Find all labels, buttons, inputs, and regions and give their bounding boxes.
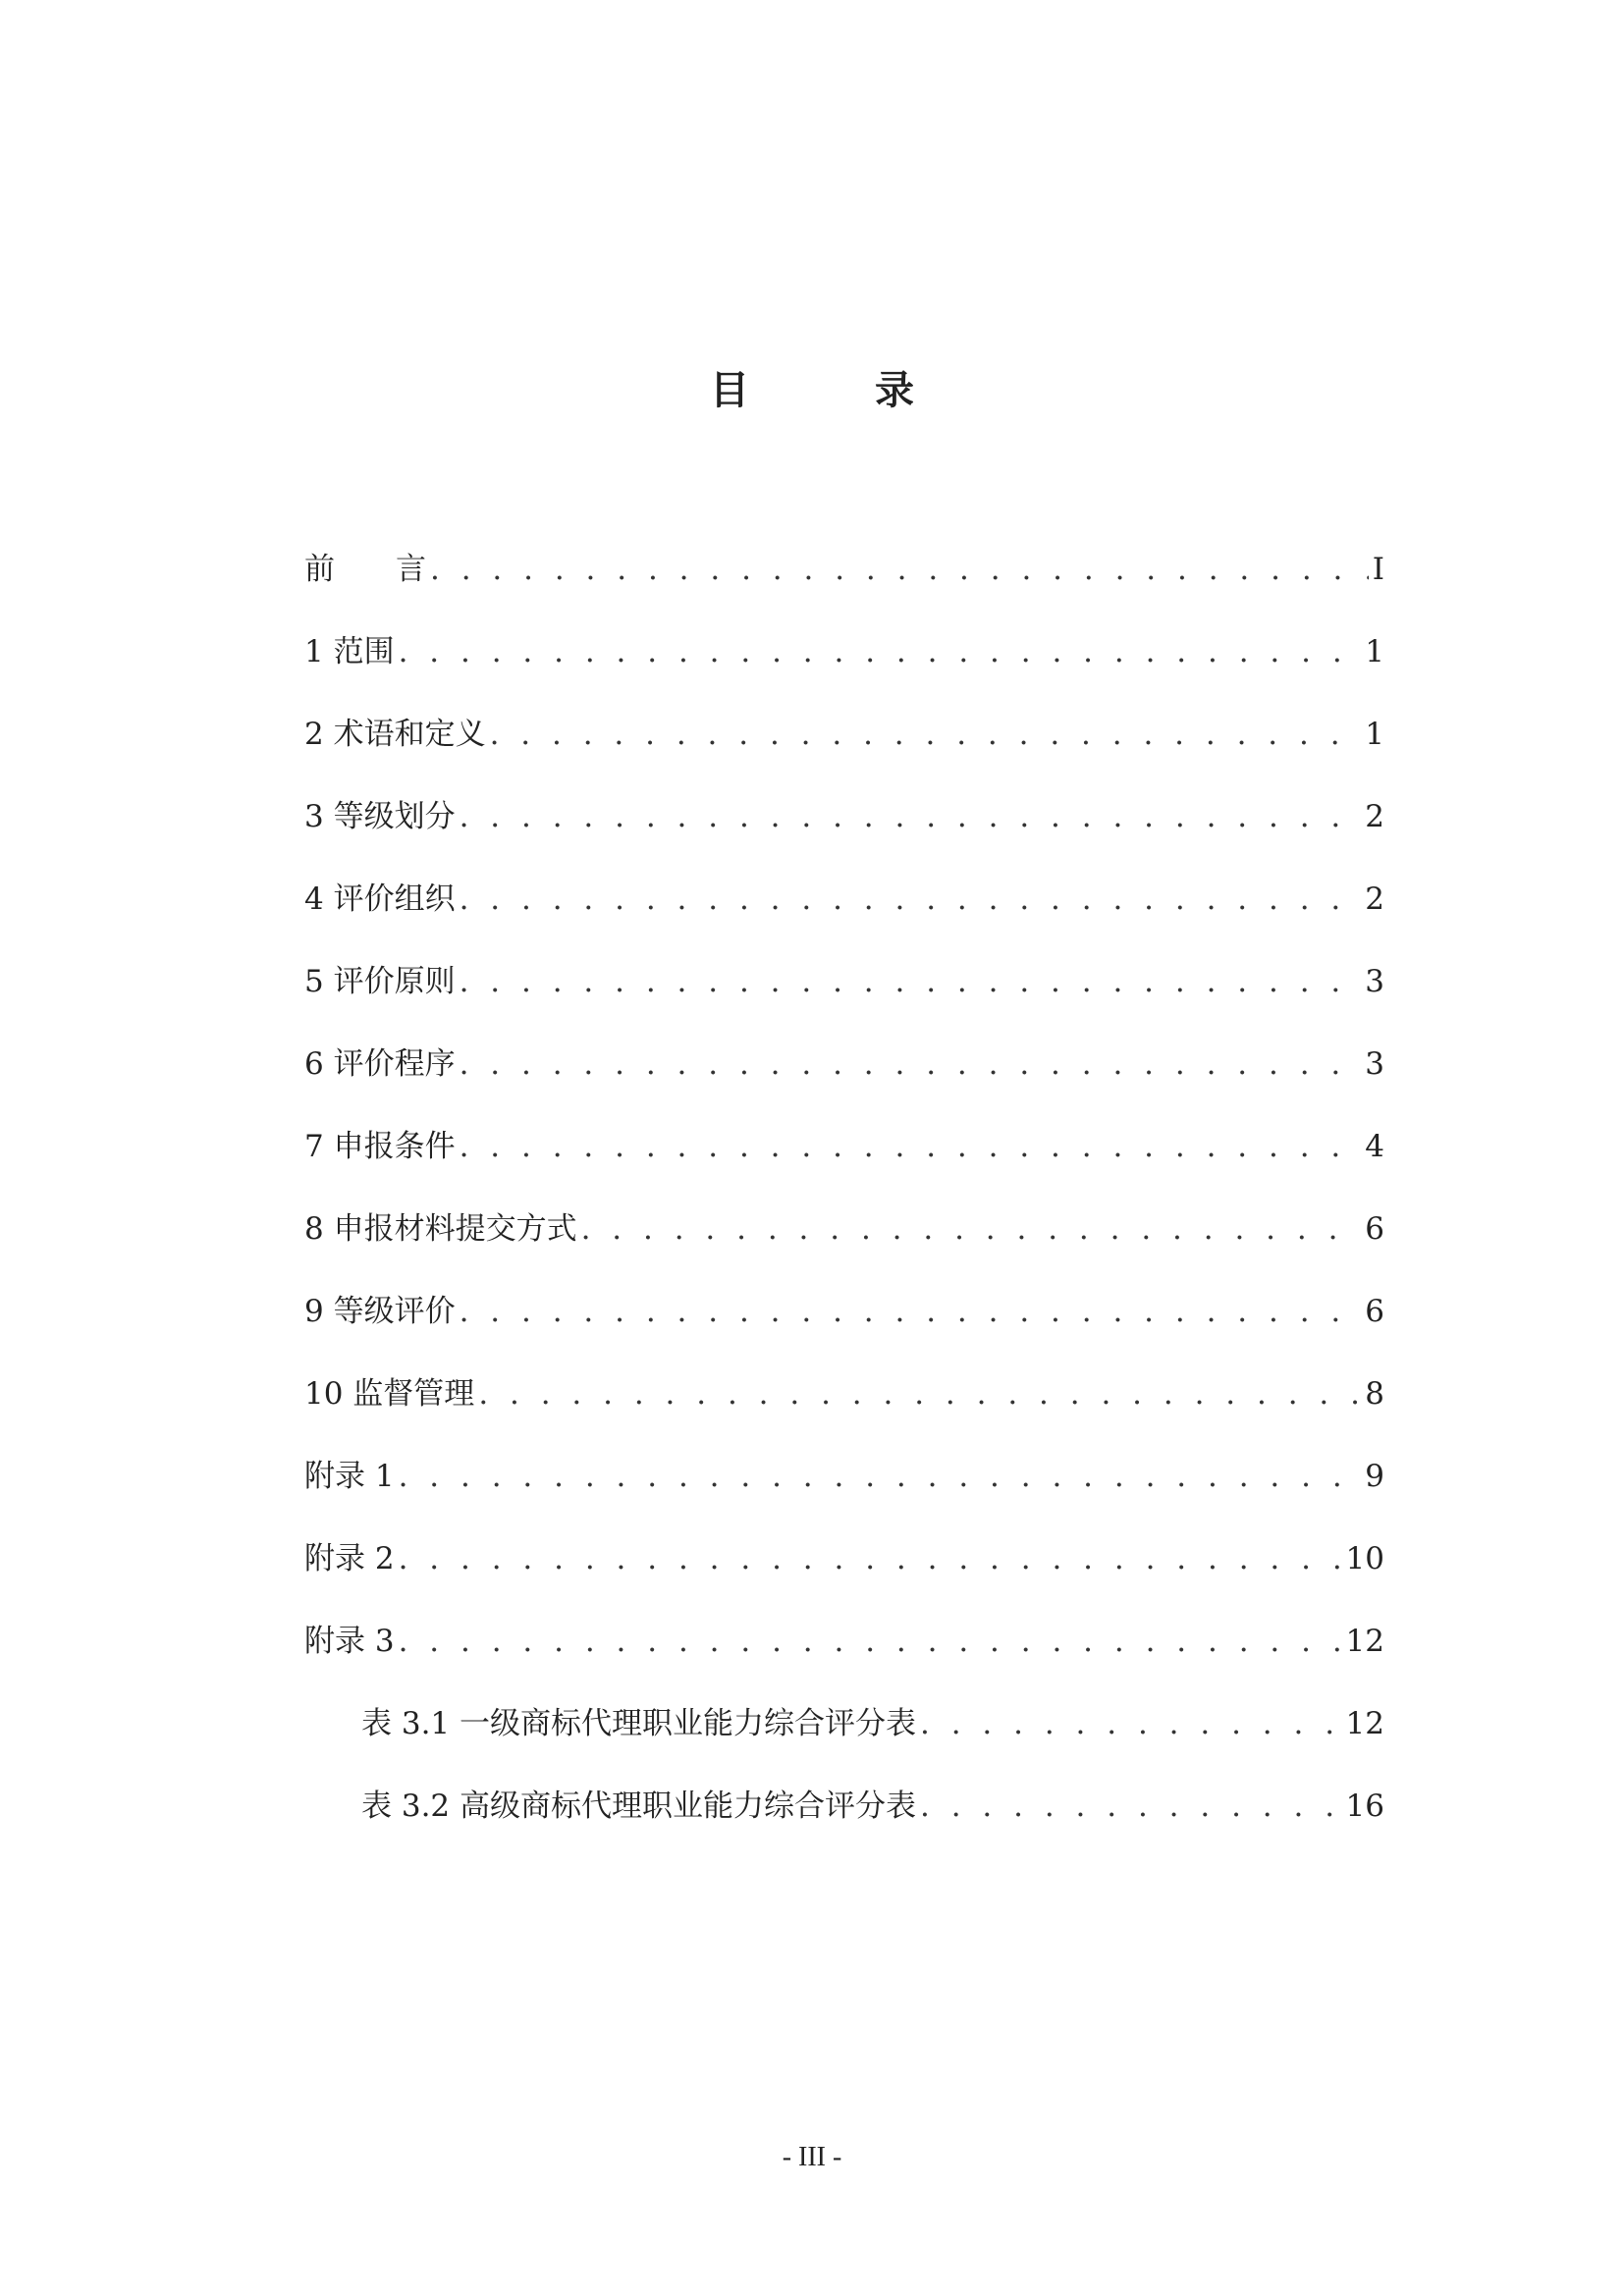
toc-entry-page-number: 12	[1345, 1706, 1384, 1741]
dot-leader	[399, 1453, 1362, 1500]
dot-leader	[478, 1370, 1361, 1417]
toc-entry-page-number: 6	[1365, 1294, 1384, 1329]
toc-entry-label: 附录 1	[304, 1459, 395, 1494]
toc-entry[interactable]	[304, 1618, 1384, 1700]
toc-entry-page-number: 9	[1365, 1459, 1384, 1494]
toc-entry-page-number: 12	[1345, 1624, 1384, 1659]
dot-leader	[430, 546, 1369, 593]
toc-entry[interactable]	[304, 1288, 1384, 1370]
toc-entry-page-number: 16	[1345, 1789, 1384, 1824]
toc-entry-label: 附录 2	[304, 1541, 395, 1576]
dot-leader	[460, 793, 1362, 840]
toc-entry-page-number: 1	[1365, 634, 1384, 669]
toc-entry[interactable]	[304, 1123, 1384, 1205]
dot-leader	[460, 1041, 1362, 1088]
toc-entry-page-number: 1	[1365, 717, 1384, 752]
toc-entry-page-number: 2	[1365, 881, 1384, 917]
dot-leader	[460, 958, 1362, 1005]
toc-entry-page-number: 6	[1365, 1211, 1384, 1247]
dot-leader	[399, 1618, 1342, 1665]
toc-title: 目 录	[710, 368, 957, 413]
toc-entry[interactable]	[304, 1370, 1384, 1453]
toc-entry-page-number: 3	[1365, 1046, 1384, 1082]
toc-entry-page-number: I	[1372, 552, 1384, 587]
toc-entry[interactable]	[304, 958, 1384, 1041]
toc-entry[interactable]	[304, 546, 1384, 628]
toc-entry-page-number: 3	[1365, 964, 1384, 999]
toc-entry[interactable]	[304, 1535, 1384, 1618]
dot-leader	[399, 628, 1362, 675]
dot-leader	[920, 1783, 1342, 1830]
toc-entry-label: 7 申报条件	[304, 1129, 456, 1164]
page-number-footer: - III -	[782, 2142, 842, 2172]
dot-leader	[460, 1288, 1362, 1335]
toc-entry[interactable]	[304, 1783, 1384, 1865]
toc-entry-label: 5 评价原则	[304, 964, 456, 999]
dot-leader	[581, 1205, 1362, 1253]
toc-entry[interactable]	[304, 1453, 1384, 1535]
toc-entry[interactable]	[304, 1041, 1384, 1123]
toc-entry-label: 10 监督管理	[304, 1376, 475, 1412]
toc-entry[interactable]	[304, 793, 1384, 876]
toc-entry-page-number: 8	[1365, 1376, 1384, 1412]
toc-entry-label: 6 评价程序	[304, 1046, 456, 1082]
toc-entry[interactable]	[304, 711, 1384, 793]
toc-entry[interactable]	[304, 1700, 1384, 1783]
table-of-contents	[304, 546, 1384, 1865]
toc-entry-label: 附录 3	[304, 1624, 395, 1659]
toc-entry-label: 3 等级划分	[304, 799, 456, 834]
dot-leader	[460, 876, 1362, 923]
dot-leader	[399, 1535, 1342, 1582]
dot-leader	[920, 1700, 1342, 1747]
toc-entry-label: 9 等级评价	[304, 1294, 456, 1329]
toc-entry-label: 1 范围	[304, 634, 395, 669]
toc-entry-label: 表 3.1 一级商标代理职业能力综合评分表	[361, 1706, 917, 1741]
toc-entry-label: 2 术语和定义	[304, 717, 486, 752]
toc-entry-label: 8 申报材料提交方式	[304, 1211, 577, 1247]
toc-entry[interactable]	[304, 876, 1384, 958]
toc-entry-page-number: 4	[1365, 1129, 1384, 1164]
toc-entry[interactable]	[304, 1205, 1384, 1288]
toc-entry[interactable]	[304, 628, 1384, 711]
toc-entry-page-number: 2	[1365, 799, 1384, 834]
toc-entry-label: 4 评价组织	[304, 881, 456, 917]
dot-leader	[460, 1123, 1362, 1170]
toc-entry-label: 前 言	[304, 552, 426, 587]
dot-leader	[490, 711, 1362, 758]
toc-entry-page-number: 10	[1345, 1541, 1384, 1576]
toc-entry-label: 表 3.2 高级商标代理职业能力综合评分表	[361, 1789, 917, 1824]
